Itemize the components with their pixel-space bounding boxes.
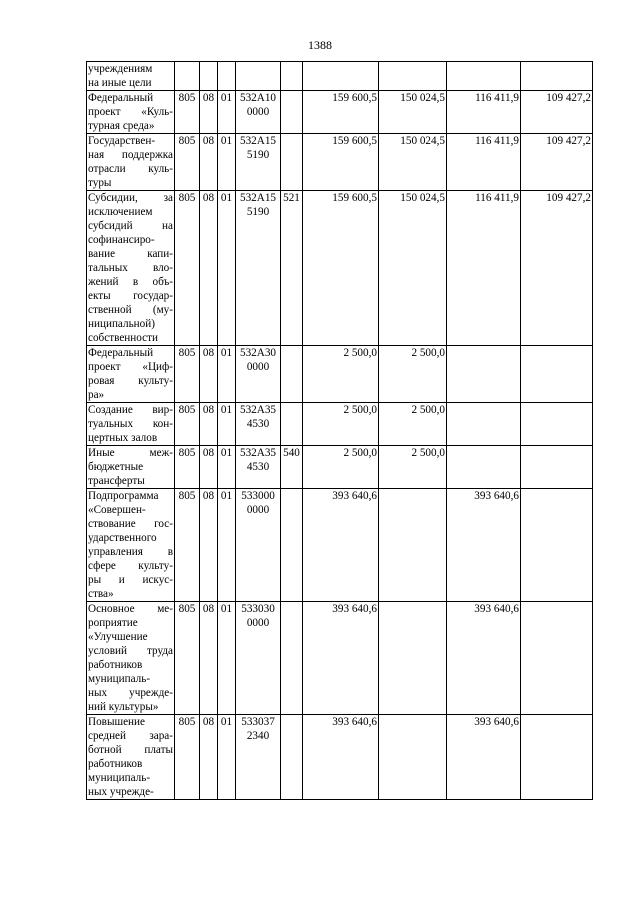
amount-cell-1 xyxy=(303,62,379,91)
subsection-code-cell: 01 xyxy=(218,446,236,489)
amount-cell-1: 393 640,6 xyxy=(303,489,379,602)
target-article-cell xyxy=(236,346,281,403)
row-name-line: ная поддержка xyxy=(88,149,173,161)
subsection-code-cell: 01 xyxy=(218,91,236,134)
amount-cell-3 xyxy=(447,403,521,446)
row-name-line: «Улучшение xyxy=(88,631,148,643)
target-article-line: 532А15 xyxy=(239,135,277,147)
grbs-code-cell: 805 xyxy=(175,346,200,403)
amount-cell-3: 393 640,6 xyxy=(447,715,521,800)
grbs-code-cell: 805 xyxy=(175,489,200,602)
section-code-cell: 08 xyxy=(200,446,218,489)
subsection-code-cell: 01 xyxy=(218,191,236,346)
target-article-cell xyxy=(236,62,281,91)
row-name-line: трансферты xyxy=(88,475,145,487)
row-name-line: бюджетные xyxy=(88,461,144,473)
section-code-cell xyxy=(200,62,218,91)
amount-cell-1: 393 640,6 xyxy=(303,715,379,800)
grbs-code-cell: 805 xyxy=(175,715,200,800)
amount-cell-1: 159 600,5 xyxy=(303,91,379,134)
amount-cell-1: 2 500,0 xyxy=(303,346,379,403)
page-number: 1388 xyxy=(308,38,332,52)
row-name-cell xyxy=(87,446,175,489)
row-name-line: муниципаль- xyxy=(88,772,151,784)
row-name-line: исключением xyxy=(88,206,153,218)
row-name-line: вание капи- xyxy=(88,248,173,260)
row-name-line: субсидий на xyxy=(88,220,173,232)
table-row xyxy=(87,489,593,602)
amount-cell-2: 2 500,0 xyxy=(379,403,447,446)
row-name-line: ства» xyxy=(88,588,114,600)
table-row xyxy=(87,446,593,489)
target-article-cell xyxy=(236,489,281,602)
table-row xyxy=(87,62,593,91)
row-name-line: Федеральный xyxy=(88,347,154,359)
amount-cell-2: 150 024,5 xyxy=(379,91,447,134)
row-name-line: работников xyxy=(88,758,143,770)
subsection-code-cell: 01 xyxy=(218,602,236,715)
row-name-line: екты государ- xyxy=(88,290,173,302)
expense-type-cell xyxy=(281,346,303,403)
amount-cell-4: 109 427,2 xyxy=(521,134,593,191)
subsection-code-cell: 01 xyxy=(218,715,236,800)
amount-cell-1: 159 600,5 xyxy=(303,134,379,191)
target-article-line: 532А15 xyxy=(239,192,277,204)
amount-cell-4 xyxy=(521,403,593,446)
row-name-line: цертных залов xyxy=(88,432,158,444)
target-article-line: 533037 xyxy=(241,716,275,728)
table-row xyxy=(87,403,593,446)
row-name-line: проект «Циф- xyxy=(88,361,173,373)
row-name-line: Основное ме- xyxy=(88,603,173,615)
row-name-line: ных учрежде- xyxy=(88,687,173,699)
row-name-line: учреждениям xyxy=(88,63,153,75)
target-article-line: 0000 xyxy=(246,106,270,118)
section-code-cell: 08 xyxy=(200,134,218,191)
row-name-line: управления в xyxy=(88,546,173,558)
grbs-code-cell: 805 xyxy=(175,134,200,191)
row-name-cell xyxy=(87,715,175,800)
target-article-cell xyxy=(236,446,281,489)
target-article-line: 532А10 xyxy=(239,92,277,104)
section-code-cell: 08 xyxy=(200,346,218,403)
amount-cell-2: 2 500,0 xyxy=(379,446,447,489)
target-article-line: 4530 xyxy=(246,418,270,430)
expense-type-cell xyxy=(281,91,303,134)
amount-cell-2 xyxy=(379,715,447,800)
target-article-line: 533030 xyxy=(241,603,275,615)
row-name-line: ных учрежде- xyxy=(88,786,154,798)
row-name-cell xyxy=(87,602,175,715)
target-article-line: 4530 xyxy=(246,461,270,473)
row-name-line: средней зара- xyxy=(88,730,173,742)
amount-cell-3: 393 640,6 xyxy=(447,602,521,715)
table-row xyxy=(87,715,593,800)
section-code-cell: 08 xyxy=(200,715,218,800)
grbs-code-cell: 805 xyxy=(175,91,200,134)
amount-cell-4 xyxy=(521,715,593,800)
target-article-cell xyxy=(236,91,281,134)
amount-cell-1: 159 600,5 xyxy=(303,191,379,346)
row-name-line: Субсидии, за xyxy=(88,192,173,204)
section-code-cell: 08 xyxy=(200,191,218,346)
amount-cell-4 xyxy=(521,346,593,403)
target-article-line: 0000 xyxy=(246,361,270,373)
amount-cell-1: 2 500,0 xyxy=(303,403,379,446)
expense-type-cell xyxy=(281,403,303,446)
amount-cell-3 xyxy=(447,62,521,91)
table-row xyxy=(87,91,593,134)
amount-cell-1: 393 640,6 xyxy=(303,602,379,715)
row-name-cell xyxy=(87,403,175,446)
section-code-cell: 08 xyxy=(200,91,218,134)
target-article-cell xyxy=(236,715,281,800)
expense-type-cell: 521 xyxy=(281,191,303,346)
amount-cell-4 xyxy=(521,62,593,91)
row-name-line: ственной (му- xyxy=(88,304,173,316)
row-name-line: Подпрограмма xyxy=(88,490,159,502)
row-name-cell xyxy=(87,134,175,191)
row-name-line: Государствен- xyxy=(88,135,156,147)
grbs-code-cell xyxy=(175,62,200,91)
target-article-line: 532А35 xyxy=(239,447,277,459)
subsection-code-cell: 01 xyxy=(218,403,236,446)
row-name-line: ствование гос- xyxy=(88,518,173,530)
amount-cell-2 xyxy=(379,489,447,602)
target-article-line: 2340 xyxy=(246,730,270,742)
row-name-line: отрасли куль- xyxy=(88,163,173,175)
grbs-code-cell: 805 xyxy=(175,403,200,446)
row-name-line: жений в объ- xyxy=(88,276,173,288)
row-name-line: ний культуры» xyxy=(88,701,159,713)
target-article-line: 532А30 xyxy=(239,347,277,359)
amount-cell-4 xyxy=(521,446,593,489)
target-article-line: 5190 xyxy=(246,149,270,161)
table-row xyxy=(87,346,593,403)
row-name-line: ра» xyxy=(88,389,105,401)
amount-cell-4: 109 427,2 xyxy=(521,91,593,134)
table-row xyxy=(87,191,593,346)
row-name-line: работников xyxy=(88,659,143,671)
table-row xyxy=(87,602,593,715)
row-name-line: роприятие xyxy=(88,617,138,629)
target-article-cell xyxy=(236,134,281,191)
target-article-line: 0000 xyxy=(246,617,270,629)
row-name-line: софинансиро- xyxy=(88,234,155,246)
row-name-line: Повышение xyxy=(88,716,145,728)
row-name-line: муниципаль- xyxy=(88,673,151,685)
grbs-code-cell: 805 xyxy=(175,446,200,489)
row-name-line: ударственного xyxy=(88,532,157,544)
amount-cell-2: 2 500,0 xyxy=(379,346,447,403)
row-name-line: тальных вло- xyxy=(88,262,173,274)
target-article-cell xyxy=(236,403,281,446)
row-name-line: туальных кон- xyxy=(88,418,173,430)
subsection-code-cell xyxy=(218,62,236,91)
row-name-line: ботной платы xyxy=(88,744,173,756)
subsection-code-cell: 01 xyxy=(218,134,236,191)
amount-cell-2 xyxy=(379,62,447,91)
row-name-line: условий труда xyxy=(88,645,173,657)
amount-cell-2: 150 024,5 xyxy=(379,134,447,191)
row-name-line: на иные цели xyxy=(88,77,152,89)
row-name-line: ниципальной) xyxy=(88,318,155,330)
amount-cell-2: 150 024,5 xyxy=(379,191,447,346)
row-name-cell xyxy=(87,191,175,346)
target-article-line: 5190 xyxy=(246,206,270,218)
section-code-cell: 08 xyxy=(200,489,218,602)
row-name-line: Федеральный xyxy=(88,92,154,104)
amount-cell-3 xyxy=(447,346,521,403)
table-body xyxy=(87,62,593,800)
row-name-cell xyxy=(87,62,175,91)
table-row xyxy=(87,134,593,191)
expense-type-cell xyxy=(281,715,303,800)
amount-cell-4 xyxy=(521,489,593,602)
amount-cell-3 xyxy=(447,446,521,489)
row-name-cell xyxy=(87,489,175,602)
expense-type-cell xyxy=(281,489,303,602)
section-code-cell: 08 xyxy=(200,403,218,446)
row-name-cell xyxy=(87,346,175,403)
amount-cell-4: 109 427,2 xyxy=(521,191,593,346)
target-article-line: 533000 xyxy=(241,490,275,502)
subsection-code-cell: 01 xyxy=(218,489,236,602)
target-article-line: 532А35 xyxy=(239,404,277,416)
amount-cell-3: 393 640,6 xyxy=(447,489,521,602)
amount-cell-3: 116 411,9 xyxy=(447,191,521,346)
subsection-code-cell: 01 xyxy=(218,346,236,403)
row-name-line: собственности xyxy=(88,332,158,344)
budget-table xyxy=(86,61,593,800)
row-name-line: сфере культу- xyxy=(88,560,173,572)
row-name-line: проект «Куль- xyxy=(88,106,173,118)
row-name-line: ры и искус- xyxy=(88,574,173,586)
row-name-line: турная среда» xyxy=(88,120,155,132)
expense-type-cell xyxy=(281,134,303,191)
amount-cell-2 xyxy=(379,602,447,715)
row-name-line: «Совершен- xyxy=(88,504,146,516)
row-name-line: Иные меж- xyxy=(88,447,173,459)
amount-cell-3: 116 411,9 xyxy=(447,91,521,134)
row-name-line: туры xyxy=(88,177,112,189)
target-article-cell xyxy=(236,602,281,715)
section-code-cell: 08 xyxy=(200,602,218,715)
amount-cell-3: 116 411,9 xyxy=(447,134,521,191)
expense-type-cell xyxy=(281,62,303,91)
row-name-line: ровая культу- xyxy=(88,375,173,387)
amount-cell-1: 2 500,0 xyxy=(303,446,379,489)
target-article-cell xyxy=(236,191,281,346)
expense-type-cell: 540 xyxy=(281,446,303,489)
target-article-line: 0000 xyxy=(246,504,270,516)
row-name-cell xyxy=(87,91,175,134)
expense-type-cell xyxy=(281,602,303,715)
grbs-code-cell: 805 xyxy=(175,191,200,346)
grbs-code-cell: 805 xyxy=(175,602,200,715)
row-name-line: Создание вир- xyxy=(88,404,173,416)
amount-cell-4 xyxy=(521,602,593,715)
